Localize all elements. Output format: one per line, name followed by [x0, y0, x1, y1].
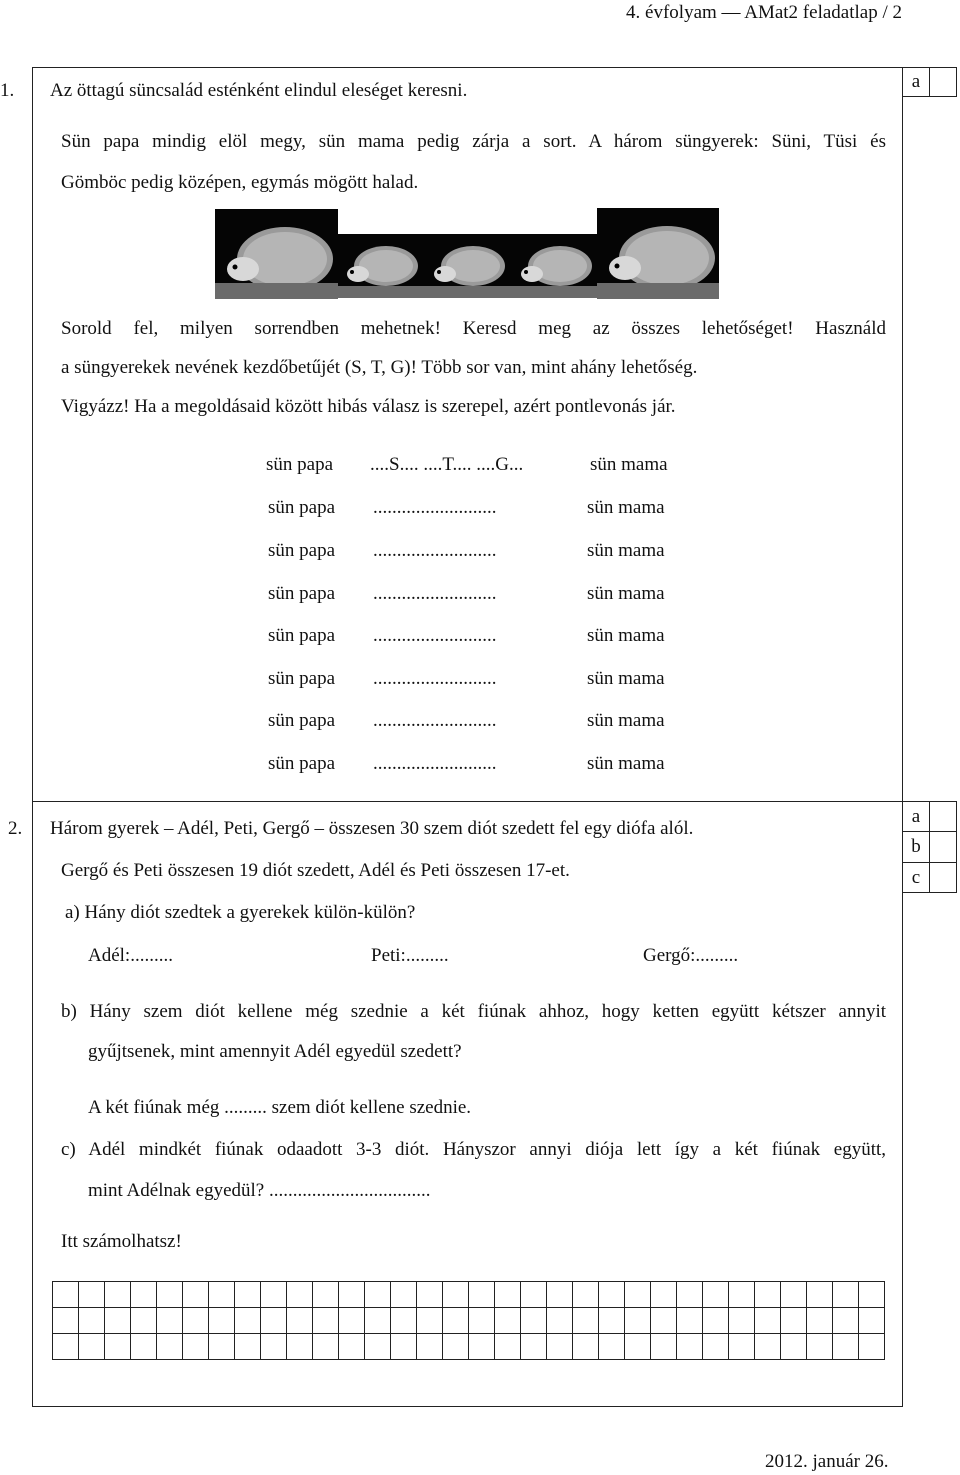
order-row-end: sün mama	[587, 668, 665, 689]
hedgehog-photo-1	[215, 209, 338, 299]
task2-score-b-box[interactable]	[929, 831, 957, 863]
task2-number: 2.	[8, 818, 23, 839]
grid-cell[interactable]	[755, 1308, 781, 1334]
hedgehog-photo-3	[423, 234, 510, 298]
grid-cell[interactable]	[781, 1334, 807, 1360]
order-row-end: sün mama	[587, 625, 665, 646]
order-row-start: sün papa	[268, 540, 336, 561]
grid-cell[interactable]	[703, 1308, 729, 1334]
grid-cell[interactable]	[53, 1308, 79, 1334]
order-row-end: sün mama	[587, 710, 665, 731]
grid-cell[interactable]	[599, 1308, 625, 1334]
order-row-end: sün mama	[587, 540, 665, 561]
grid-cell[interactable]	[703, 1282, 729, 1308]
order-row-slots[interactable]: ..........................	[373, 497, 497, 518]
order-row-end: sün mama	[587, 753, 665, 774]
grid-cell[interactable]	[157, 1282, 183, 1308]
task1-score-a: a	[902, 67, 930, 97]
grid-cell[interactable]	[599, 1282, 625, 1308]
grid-cell[interactable]	[495, 1282, 521, 1308]
grid-cell[interactable]	[755, 1334, 781, 1360]
grid-cell[interactable]	[209, 1308, 235, 1334]
grid-cell[interactable]	[729, 1334, 755, 1360]
grid-cell[interactable]	[183, 1282, 209, 1308]
grid-cell[interactable]	[131, 1308, 157, 1334]
order-row-end: sün mama	[587, 583, 665, 604]
grid-cell[interactable]	[53, 1282, 79, 1308]
grid-cell[interactable]	[209, 1334, 235, 1360]
grid-cell[interactable]	[287, 1308, 313, 1334]
grid-cell[interactable]	[105, 1334, 131, 1360]
grid-cell[interactable]	[781, 1308, 807, 1334]
grid-cell[interactable]	[573, 1282, 599, 1308]
grid-cell[interactable]	[157, 1308, 183, 1334]
grid-cell[interactable]	[313, 1282, 339, 1308]
grid-cell[interactable]	[651, 1308, 677, 1334]
hedgehog-photo-2	[338, 234, 423, 298]
grid-cell[interactable]	[209, 1282, 235, 1308]
answer-adel[interactable]: Adél:.........	[88, 945, 173, 966]
grid-cell[interactable]	[313, 1334, 339, 1360]
grid-cell[interactable]	[625, 1282, 651, 1308]
order-row-start: sün papa	[268, 753, 336, 774]
task1-instr-line2: a süngyerekek nevének kezdőbetűjét (S, T, G)! Több sor van, mint ahány lehetőség.	[61, 357, 698, 378]
grid-cell[interactable]	[53, 1334, 79, 1360]
grid-cell[interactable]	[105, 1282, 131, 1308]
grid-cell[interactable]	[365, 1308, 391, 1334]
grid-cell[interactable]	[599, 1334, 625, 1360]
answer-peti[interactable]: Peti:.........	[371, 945, 449, 966]
grid-cell[interactable]	[833, 1282, 859, 1308]
task2-question-c-line1: c) Adél mindkét fiúnak odaadott 3-3 diót. Hányszor annyi diója lett így a két fiúnak együtt,	[61, 1139, 886, 1160]
order-row-slots[interactable]: ..........................	[373, 625, 497, 646]
grid-cell[interactable]	[703, 1334, 729, 1360]
page-header: 4. évfolyam — AMat2 feladatlap / 2	[626, 2, 902, 23]
grid-cell[interactable]	[807, 1282, 833, 1308]
grid-cell[interactable]	[79, 1308, 105, 1334]
task2-score-c: c	[902, 862, 930, 893]
grid-cell[interactable]	[183, 1308, 209, 1334]
order-row-end: sün mama	[590, 454, 668, 475]
order-row-slots: ....S.... ....T.... ....G...	[370, 454, 524, 475]
order-row-start: sün papa	[268, 710, 336, 731]
grid-cell[interactable]	[859, 1308, 885, 1334]
grid-cell[interactable]	[807, 1308, 833, 1334]
answer-c[interactable]: mint Adélnak egyedül? ..................................	[88, 1180, 431, 1201]
grid-cell[interactable]	[417, 1308, 443, 1334]
hedgehog-photo-4	[510, 234, 597, 298]
order-row-slots[interactable]: ..........................	[373, 583, 497, 604]
grid-cell[interactable]	[521, 1334, 547, 1360]
grid-cell[interactable]	[677, 1308, 703, 1334]
grid-cell[interactable]	[859, 1334, 885, 1360]
task2-question-a: a) Hány diót szedtek a gyerekek külön-külön?	[65, 902, 416, 923]
grid-cell[interactable]	[235, 1334, 261, 1360]
grid-cell[interactable]	[235, 1308, 261, 1334]
grid-cell[interactable]	[859, 1282, 885, 1308]
grid-cell[interactable]	[261, 1282, 287, 1308]
grid-cell[interactable]	[755, 1282, 781, 1308]
grid-cell[interactable]	[287, 1282, 313, 1308]
order-row-end: sün mama	[587, 497, 665, 518]
grid-cell[interactable]	[833, 1334, 859, 1360]
grid-cell[interactable]	[495, 1334, 521, 1360]
grid-cell[interactable]	[339, 1308, 365, 1334]
order-row-slots[interactable]: ..........................	[373, 710, 497, 731]
footer-date: 2012. január 26.	[765, 1451, 889, 1472]
grid-cell[interactable]	[781, 1282, 807, 1308]
grid-cell[interactable]	[807, 1334, 833, 1360]
grid-cell[interactable]	[469, 1282, 495, 1308]
task2-line1: Három gyerek – Adél, Peti, Gergő – összesen 30 szem diót szedett fel egy diófa alól.	[50, 818, 694, 839]
grid-cell[interactable]	[79, 1282, 105, 1308]
workspace-label: Itt számolhatsz!	[61, 1231, 182, 1252]
grid-cell[interactable]	[833, 1308, 859, 1334]
task2-line2: Gergő és Peti összesen 19 diót szedett, Adél és Peti összesen 17-et.	[61, 860, 570, 881]
grid-cell[interactable]	[79, 1334, 105, 1360]
grid-cell[interactable]	[391, 1308, 417, 1334]
task2-score-a-box[interactable]	[929, 801, 957, 832]
task2-score-b: b	[902, 831, 930, 863]
answer-b[interactable]: A két fiúnak még ......... szem diót kellene szednie.	[88, 1097, 472, 1118]
order-row-start: sün papa	[268, 625, 336, 646]
task1-number: 1.	[0, 80, 15, 101]
task1-instr-line3: Vigyázz! Ha a megoldásaid között hibás válasz is szerepel, azért pontlevonás jár.	[61, 396, 676, 417]
grid-cell[interactable]	[573, 1334, 599, 1360]
grid-cell[interactable]	[651, 1334, 677, 1360]
grid-cell[interactable]	[547, 1282, 573, 1308]
grid-cell[interactable]	[469, 1334, 495, 1360]
order-row-slots[interactable]: ..........................	[373, 753, 497, 774]
scratch-grid[interactable]	[52, 1281, 885, 1360]
grid-cell[interactable]	[443, 1308, 469, 1334]
grid-cell[interactable]	[131, 1282, 157, 1308]
grid-cell[interactable]	[443, 1282, 469, 1308]
task1-intro: Az öttagú süncsalád esténként elindul eleséget keresni.	[50, 80, 468, 101]
grid-cell[interactable]	[183, 1334, 209, 1360]
grid-cell[interactable]	[573, 1308, 599, 1334]
grid-cell[interactable]	[677, 1334, 703, 1360]
task2-question-b-line1: b) Hány szem diót kellene még szednie a két fiúnak ahhoz, hogy ketten együtt kétszer annyit	[61, 1001, 886, 1022]
grid-cell[interactable]	[547, 1334, 573, 1360]
grid-cell[interactable]	[235, 1282, 261, 1308]
order-row-start: sün papa	[266, 454, 334, 475]
grid-cell[interactable]	[729, 1282, 755, 1308]
grid-cell[interactable]	[261, 1308, 287, 1334]
hedgehog-photo-5	[597, 208, 719, 299]
grid-cell[interactable]	[365, 1334, 391, 1360]
task1-instr-line1: Sorold fel, milyen sorrendben mehetnek! Keresd meg az összes lehetőséget! Használd	[61, 318, 886, 339]
grid-cell[interactable]	[365, 1282, 391, 1308]
order-row-start: sün papa	[268, 668, 336, 689]
grid-cell[interactable]	[417, 1334, 443, 1360]
grid-cell[interactable]	[521, 1282, 547, 1308]
order-row-start: sün papa	[268, 497, 336, 518]
grid-cell[interactable]	[261, 1334, 287, 1360]
grid-cell[interactable]	[651, 1282, 677, 1308]
order-row-slots[interactable]: ..........................	[373, 540, 497, 561]
order-row-slots[interactable]: ..........................	[373, 668, 497, 689]
grid-cell[interactable]	[339, 1282, 365, 1308]
task2-question-b-line2: gyűjtsenek, mint amennyit Adél egyedül szedett?	[88, 1041, 462, 1062]
grid-cell[interactable]	[313, 1308, 339, 1334]
grid-cell[interactable]	[469, 1308, 495, 1334]
grid-cell[interactable]	[677, 1282, 703, 1308]
task2-score-c-box[interactable]	[929, 862, 957, 893]
task1-para1-line2: Gömböc pedig középen, egymás mögött halad.	[61, 172, 419, 193]
grid-cell[interactable]	[521, 1308, 547, 1334]
grid-cell[interactable]	[391, 1334, 417, 1360]
grid-cell[interactable]	[105, 1308, 131, 1334]
grid-cell[interactable]	[495, 1308, 521, 1334]
grid-cell[interactable]	[547, 1308, 573, 1334]
grid-cell[interactable]	[417, 1282, 443, 1308]
grid-cell[interactable]	[339, 1334, 365, 1360]
grid-cell[interactable]	[391, 1282, 417, 1308]
grid-cell[interactable]	[625, 1308, 651, 1334]
grid-cell[interactable]	[729, 1308, 755, 1334]
task2-score-a: a	[902, 801, 930, 832]
task1-score-box[interactable]	[929, 67, 957, 97]
answer-gergo[interactable]: Gergő:.........	[643, 945, 739, 966]
grid-cell[interactable]	[131, 1334, 157, 1360]
order-row-start: sün papa	[268, 583, 336, 604]
task1-para1-line1: Sün papa mindig elöl megy, sün mama pedig zárja a sort. A három süngyerek: Süni, Tüsi és	[61, 131, 886, 152]
grid-cell[interactable]	[625, 1334, 651, 1360]
grid-cell[interactable]	[157, 1334, 183, 1360]
grid-cell[interactable]	[287, 1334, 313, 1360]
grid-cell[interactable]	[443, 1334, 469, 1360]
